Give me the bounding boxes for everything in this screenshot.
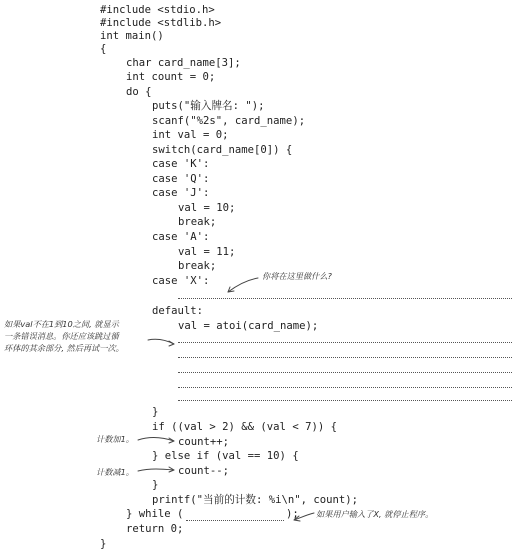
code-val-10: val = 10;: [178, 202, 236, 214]
code-val-decl: int val = 0;: [152, 129, 229, 141]
code-val-11: val = 11;: [178, 246, 236, 258]
code-case-x: case 'X':: [152, 275, 210, 287]
note-case-x: 你将在这里做什么?: [262, 271, 332, 281]
code-count-increment: count++;: [178, 436, 230, 448]
code-include-stdio: #include <stdio.h>: [100, 4, 215, 16]
code-include-stdlib: #include <stdlib.h>: [100, 17, 222, 29]
blank-line-5[interactable]: [178, 400, 512, 401]
code-count-decrement: count--;: [178, 465, 230, 477]
code-while-end: );: [286, 508, 299, 520]
note-count-increment: 计数加1。: [96, 434, 134, 444]
code-else-if: } else if (val == 10) {: [152, 450, 299, 462]
blank-line-2[interactable]: [178, 357, 512, 358]
code-printf: printf("当前的计数: %i\n", count);: [152, 494, 359, 506]
code-break-1: break;: [178, 216, 217, 228]
code-switch: switch(card_name[0]) {: [152, 144, 293, 156]
code-default: default:: [152, 305, 204, 317]
code-while-start: } while (: [126, 508, 184, 520]
note-stop-program: 如果用户输入了X, 就停止程序。: [316, 509, 434, 519]
arrow-count-increment-icon: [138, 437, 174, 441]
code-main-signature: int main(): [100, 30, 164, 42]
code-if-range: if ((val > 2) && (val < 7)) {: [152, 421, 337, 433]
blank-line-3[interactable]: [178, 372, 512, 373]
code-scanf: scanf("%2s", card_name);: [152, 115, 306, 127]
note-val-range: 如果val不在1到10之间, 就显示 一条错误消息。你还应该跳过循 环体的其余部分, 然后再试一次。: [4, 319, 124, 353]
code-case-q: case 'Q':: [152, 173, 210, 185]
code-return: return 0;: [126, 523, 184, 535]
code-puts: puts("输入牌名: ");: [152, 100, 265, 112]
code-val-atoi: val = atoi(card_name);: [178, 320, 319, 332]
code-card-name-decl: char card_name[3];: [126, 57, 241, 69]
code-do-open: do {: [126, 86, 152, 98]
code-if-close: }: [152, 479, 159, 491]
blank-line-case-x[interactable]: [178, 298, 512, 299]
blank-line-1[interactable]: [178, 342, 512, 343]
code-case-a: case 'A':: [152, 231, 210, 243]
code-main-close-brace: }: [100, 538, 107, 550]
note-count-decrement: 计数减1。: [96, 467, 134, 477]
code-switch-close: }: [152, 406, 159, 418]
code-count-decl: int count = 0;: [126, 71, 216, 83]
blank-while-condition[interactable]: [186, 520, 284, 521]
arrow-count-decrement-icon: [138, 469, 174, 471]
code-case-k: case 'K':: [152, 158, 210, 170]
code-main-open-brace: {: [100, 43, 107, 55]
code-break-2: break;: [178, 260, 217, 272]
blank-line-4[interactable]: [178, 387, 512, 388]
arrow-val-range-icon: [148, 339, 174, 344]
arrow-case-x-icon: [228, 278, 258, 292]
code-case-j: case 'J':: [152, 187, 210, 199]
